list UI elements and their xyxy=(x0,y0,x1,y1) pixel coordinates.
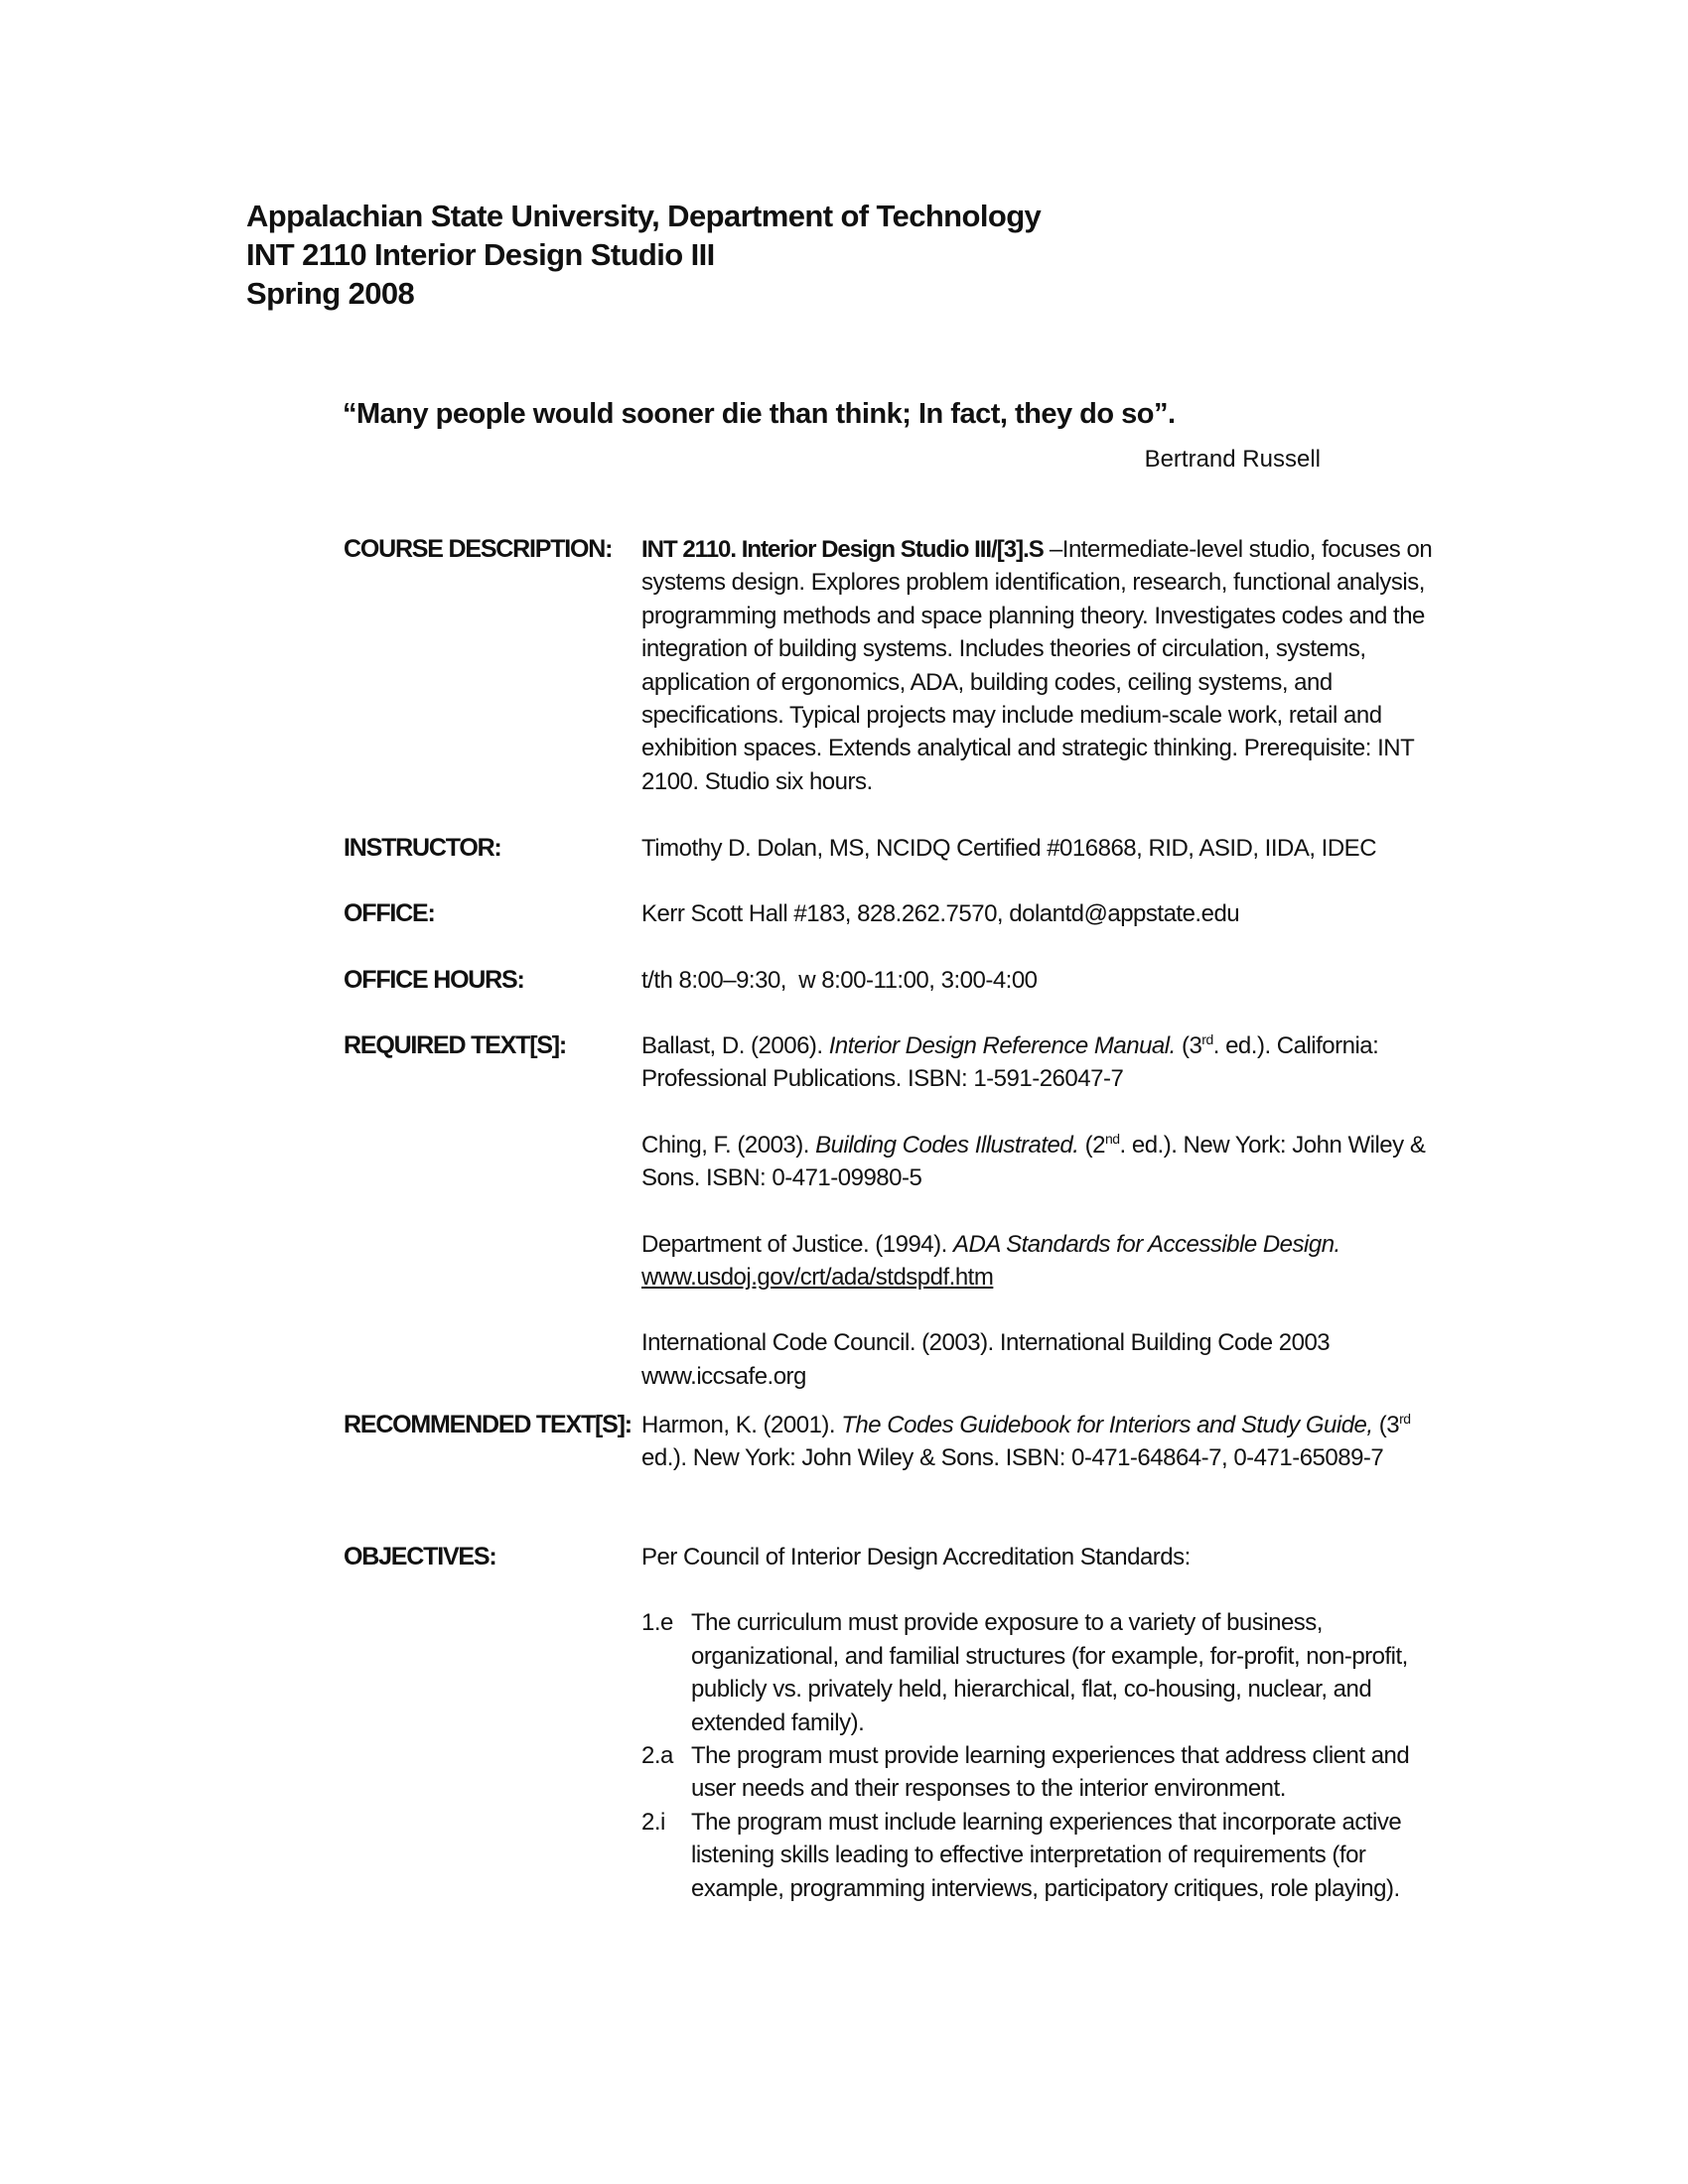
reference-author: Department of Justice. (1994). xyxy=(641,1230,953,1258)
course-description-text: –Intermediate-level studio, focuses on systems design. Explores problem identification, research, functional analysis, programming methods and space planning theory. Investigates codes and the integration of building systems. Includes theories of circulation, systems, application of ergonomics, ADA, building codes, ceiling systems, and specifications. Typical projects may include medium-scale work, retail and exhibition spaces. Extends analytical and strategic thinking. Prerequisite: INT 2100. Studio six hours. xyxy=(641,536,1433,795)
reference-edition: (2 xyxy=(1078,1131,1105,1159)
reference-author: Harmon, K. (2001). xyxy=(641,1412,842,1438)
reference-edition-suffix: nd xyxy=(1104,1130,1120,1147)
objectives-label: OBJECTIVES: xyxy=(344,1543,496,1570)
course-code: INT 2110. Interior Design Studio III/[3].S xyxy=(641,536,1044,563)
office-label: OFFICE: xyxy=(344,899,435,927)
reference-ballast xyxy=(641,1029,1436,1096)
required-texts-label: REQUIRED TEXT[S]: xyxy=(344,1031,567,1059)
objective-text: The program must provide learning experiences that address client and user needs and their responses to the interior environment. xyxy=(691,1742,1410,1803)
semester-title: Spring 2008 xyxy=(246,276,415,311)
required-texts-content xyxy=(641,1029,1436,1426)
reference-edition-suffix: rd xyxy=(1399,1411,1411,1427)
objective-text: The curriculum must provide exposure to a variety of business, organizational, and familial structures (for example, for-profit, non-profit, publicly vs. privately held, hierarchical, flat, co-housing, nuclear, and extended family). xyxy=(691,1609,1408,1736)
university-department-title: Appalachian State University, Department of Technology xyxy=(246,199,1042,233)
reference-title: ADA Standards for Accessible Design. xyxy=(952,1230,1340,1258)
reference-publisher: ed.). New York: John Wiley & Sons. ISBN: 0-471-64864-7, 0-471-65089-7 xyxy=(641,1444,1384,1472)
objective-text: The program must include learning experiences that incorporate active listening skills leading to effective interpretation of requirements (for example, programming interviews, participatory critiques, role playing). xyxy=(691,1808,1402,1902)
office-hours-label: OFFICE HOURS: xyxy=(344,966,524,994)
document-header xyxy=(246,197,1041,313)
reference-publisher: . ed.). California: Professional Publications. ISBN: 1-591-26047-7 xyxy=(641,1032,1379,1093)
instructor-value: Timothy D. Dolan, MS, NCIDQ Certified #016868, RID, ASID, IIDA, IDEC xyxy=(641,835,1377,862)
epigraph-quote: “Many people would sooner die than think; In fact, they do so”. xyxy=(343,398,1176,430)
reference-author: Ching, F. (2003). xyxy=(641,1131,816,1159)
list-item xyxy=(641,1806,1436,1905)
reference-title: Interior Design Reference Manual. xyxy=(828,1032,1176,1059)
reference-author: Ballast, D. (2006). xyxy=(641,1032,829,1059)
reference-icc xyxy=(641,1326,1436,1393)
recommended-texts-label: RECOMMENDED TEXT[S]: xyxy=(344,1411,632,1438)
reference-website: www.iccsafe.org xyxy=(641,1362,806,1390)
recommended-texts-content xyxy=(641,1409,1436,1475)
reference-edition: (3 xyxy=(1175,1032,1202,1059)
objectives-content xyxy=(641,1541,1436,1905)
list-item xyxy=(641,1739,1436,1806)
epigraph-author: Bertrand Russell xyxy=(1144,446,1321,473)
office-value: Kerr Scott Hall #183, 828.262.7570, dolantd@appstate.edu xyxy=(641,900,1240,927)
course-description-content xyxy=(641,533,1436,798)
reference-text: International Code Council. (2003). International Building Code 2003 xyxy=(641,1329,1331,1357)
office-hours-value: t/th 8:00–9:30, w 8:00-11:00, 3:00-4:00 xyxy=(641,967,1038,994)
list-item xyxy=(641,1606,1436,1739)
reference-doj xyxy=(641,1228,1436,1295)
ada-standards-link[interactable]: www.usdoj.gov/crt/ada/stdspdf.htm xyxy=(641,1264,994,1292)
reference-publisher: . ed.). New York: John Wiley & Sons. ISBN: 0-471-09980-5 xyxy=(641,1131,1426,1192)
objectives-list xyxy=(641,1606,1436,1905)
reference-title: Building Codes Illustrated. xyxy=(815,1131,1079,1159)
course-title: INT 2110 Interior Design Studio III xyxy=(246,237,715,272)
objective-number: 2.a xyxy=(641,1742,673,1770)
course-description-label: COURSE DESCRIPTION: xyxy=(344,535,613,563)
reference-edition: (3 xyxy=(1372,1412,1400,1438)
objective-number: 1.e xyxy=(641,1609,673,1637)
reference-ching xyxy=(641,1129,1436,1195)
instructor-label: INSTRUCTOR: xyxy=(344,834,501,862)
reference-title: The Codes Guidebook for Interiors and Study Guide, xyxy=(841,1412,1373,1438)
objectives-intro: Per Council of Interior Design Accreditation Standards: xyxy=(641,1544,1191,1570)
reference-edition-suffix: rd xyxy=(1201,1031,1213,1047)
objective-number: 2.i xyxy=(641,1808,665,1836)
